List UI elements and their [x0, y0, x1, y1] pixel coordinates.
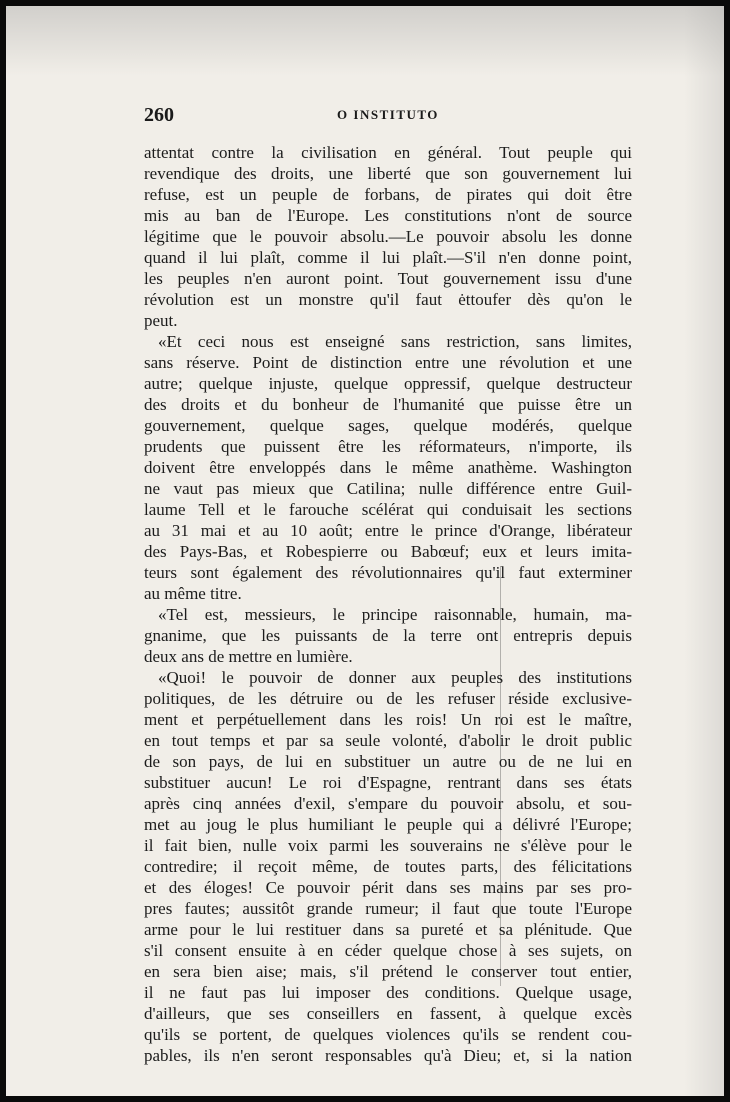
paragraph-start: «Tel est, messieurs, le principe raisonnable, humain, ma- — [158, 605, 632, 624]
text-line: autre; quelque injuste, quelque oppressif, quelque destructeur — [144, 374, 632, 393]
text-line: met au joug le plus humiliant le peuple qui a délivré l'Europe; — [144, 815, 632, 834]
text-line: s'il consent ensuite à en céder quelque chose à ses sujets, on — [144, 941, 632, 960]
text-line: peut. — [144, 311, 178, 330]
text-line: gnanime, que les puissants de la terre ont entrepris depuis — [144, 626, 632, 645]
text-line: gouvernement, quelque sages, quelque modérés, quelque — [144, 416, 632, 435]
text-line: politiques, de les détruire ou de les refuser réside exclusive- — [144, 689, 632, 708]
text-line: il ne faut pas lui imposer des conditions. Quelque usage, — [144, 983, 632, 1002]
text-line: ne vaut pas mieux que Catilina; nulle différence entre Guil- — [144, 479, 632, 498]
text-line: teurs sont également des révolutionnaires qu'il faut exterminer — [144, 563, 632, 582]
text-line: sans réserve. Point de distinction entre une révolution et une — [144, 353, 632, 372]
text-line: les peuples n'en auront point. Tout gouvernement issu d'une — [144, 269, 632, 288]
text-line: après cinq années d'exil, s'empare du pouvoir absolu, et sou- — [144, 794, 632, 813]
text-line: arme pour le lui restituer dans sa pureté et sa plénitude. Que — [144, 920, 632, 939]
text-line: légitime que le pouvoir absolu.—Le pouvoir absolu les donne — [144, 227, 632, 246]
text-line: ment et perpétuellement dans les rois! Un roi est le maître, — [144, 710, 632, 729]
text-line: quand il lui plaît, comme il lui plaît.—S'il n'en donne point, — [144, 248, 632, 267]
text-line: deux ans de mettre en lumière. — [144, 647, 353, 666]
text-line: pables, ils n'en seront responsables qu'à Dieu; et, si la nation — [144, 1046, 632, 1065]
text-line: au même titre. — [144, 584, 242, 603]
text-line: prudents que puissent être les réformateurs, n'importe, ils — [144, 437, 632, 456]
text-line: des droits et du bonheur de l'humanité que puisse être un — [144, 395, 632, 414]
text-line: refuse, est un peuple de forbans, de pirates qui doit être — [144, 185, 632, 204]
book-page — [6, 6, 724, 1096]
body-text — [144, 142, 632, 1066]
text-line: il fait bien, nulle voix parmi les souverains ne s'élève pour le — [144, 836, 632, 855]
text-line: attentat contre la civilisation en général. Tout peuple qui — [144, 143, 632, 162]
text-line: des Pays-Bas, et Robespierre ou Babœuf; eux et leurs imita- — [144, 542, 632, 561]
paragraph-start: «Et ceci nous est enseigné sans restriction, sans limites, — [158, 332, 632, 351]
text-line: et des éloges! Ce pouvoir périt dans ses mains par ses pro- — [144, 878, 632, 897]
page-number: 260 — [144, 104, 174, 126]
text-line: laume Tell et le farouche scélérat qui conduisait les sections — [144, 500, 632, 519]
text-line: révolution est un monstre qu'il faut ėttoufer dès qu'on le — [144, 290, 632, 309]
text-line: au 31 mai et au 10 août; entre le prince d'Orange, libérateur — [144, 521, 632, 540]
text-line: contredire; il reçoit même, de toutes parts, des félicitations — [144, 857, 632, 876]
text-line: mis au ban de l'Europe. Les constitutions n'ont de source — [144, 206, 632, 225]
paragraph-start: «Quoi! le pouvoir de donner aux peuples des institutions — [158, 668, 632, 687]
page-header — [144, 104, 632, 130]
text-line: qu'ils se portent, de quelques violences qu'ils se rendent cou- — [144, 1025, 632, 1044]
text-line: en tout temps et par sa seule volonté, d'abolir le droit public — [144, 731, 632, 750]
text-line: substituer aucun! Le roi d'Espagne, rentrant dans ses états — [144, 773, 632, 792]
running-title: O INSTITUTO — [337, 107, 439, 122]
text-line: revendique des droits, une liberté que son gouvernement lui — [144, 164, 632, 183]
text-line: doivent être enveloppés dans le même anathème. Washington — [144, 458, 632, 477]
text-line: d'ailleurs, que ses conseillers en fassent, à quelque excès — [144, 1004, 632, 1023]
text-line: en sera bien aise; mais, s'il prétend le conserver tout entier, — [144, 962, 632, 981]
text-line: de son pays, de lui en substituer un autre ou de ne lui en — [144, 752, 632, 771]
text-line: pres fautes; aussitôt grande rumeur; il faut que toute l'Europe — [144, 899, 632, 918]
